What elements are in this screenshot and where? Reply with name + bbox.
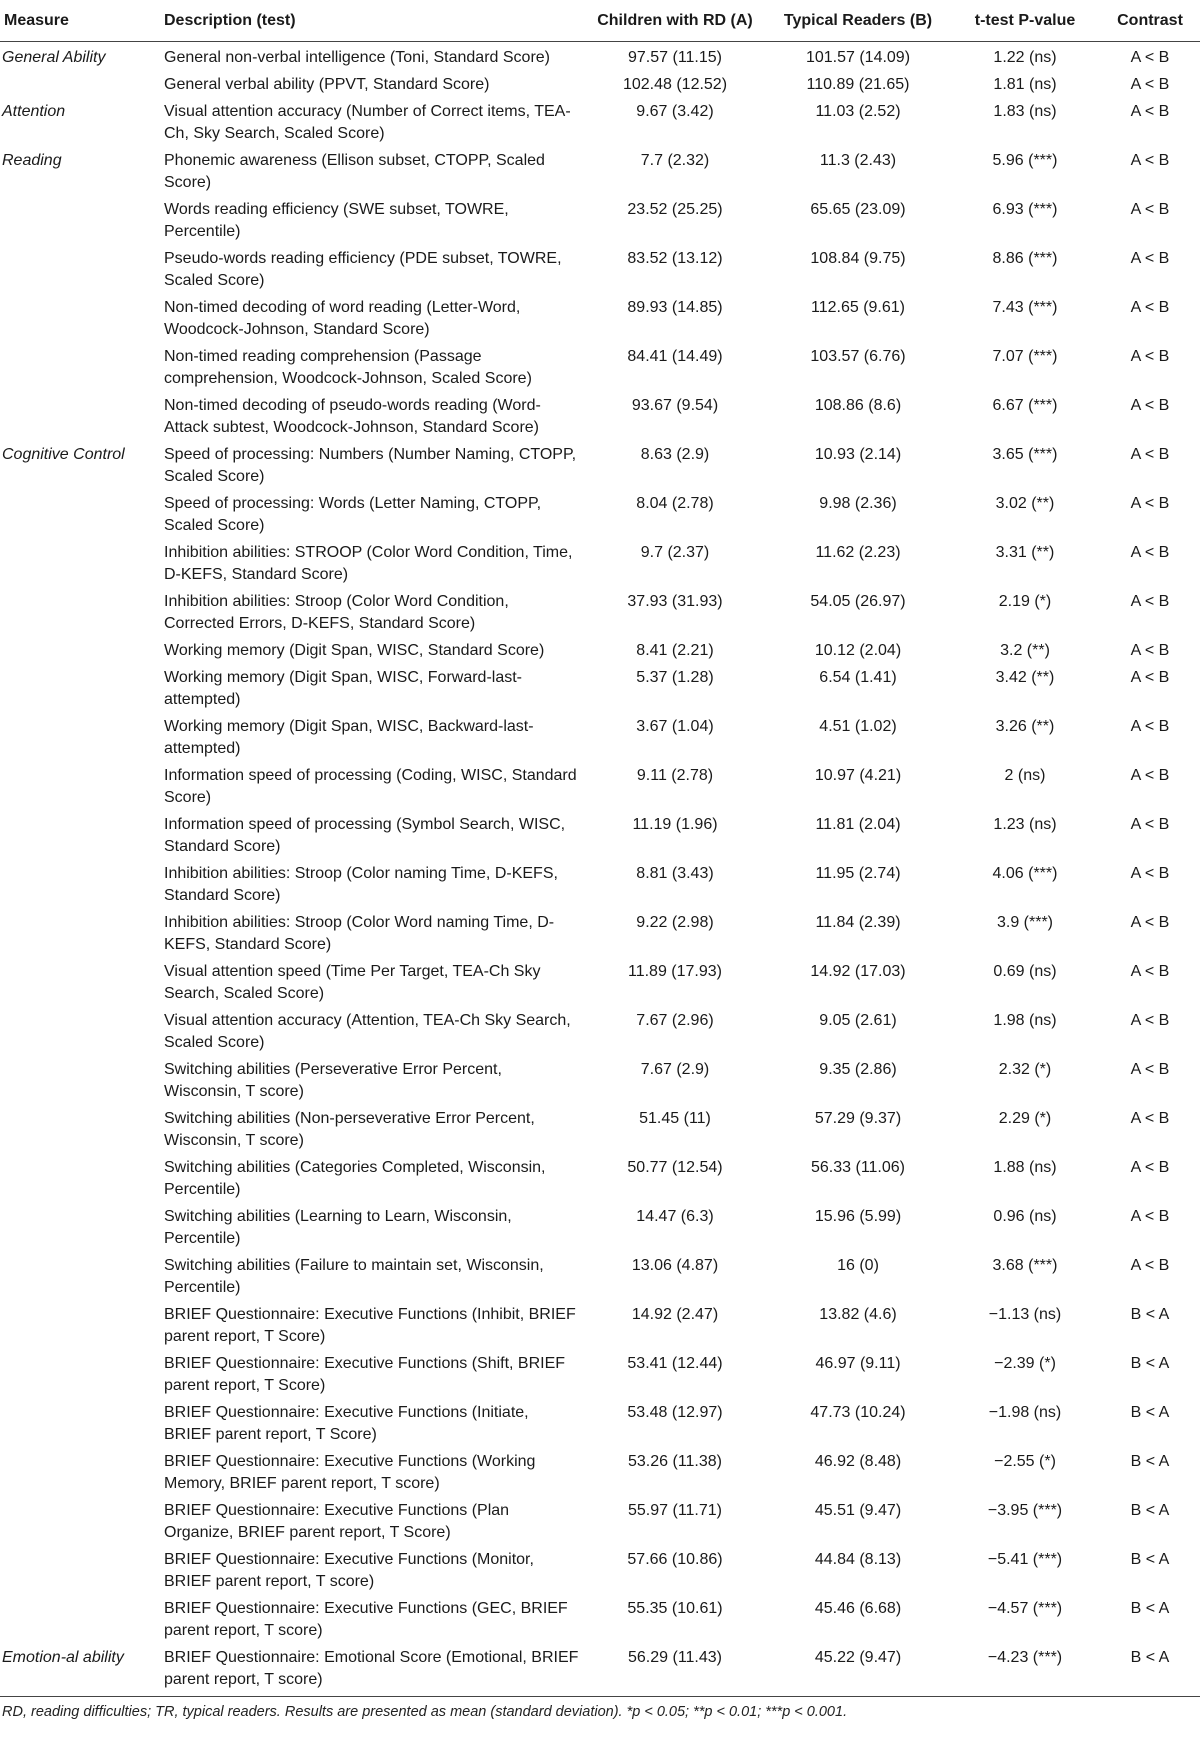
group-b-value-cell: 54.05 (26.97) — [810, 593, 906, 610]
measure-cell — [0, 539, 160, 588]
group-a-value-cell: 57.66 (10.86) — [627, 1551, 723, 1568]
table-body — [0, 42, 1200, 1694]
measure-cell — [0, 294, 160, 343]
group-a-value-cell: 8.04 (2.78) — [636, 495, 714, 512]
description-cell: BRIEF Questionnaire: Executive Functions (Inhibit, BRIEF parent report, T Score) — [164, 1306, 576, 1345]
ttest-value-cell: −5.41 (***) — [987, 1551, 1063, 1568]
ttest-value-cell: 6.67 (***) — [992, 397, 1058, 414]
contrast-cell: A < B — [1130, 152, 1170, 169]
contrast-cell: A < B — [1130, 495, 1170, 512]
contrast-cell: A < B — [1130, 963, 1170, 980]
contrast-cell: A < B — [1130, 201, 1170, 218]
measure-cell — [0, 245, 160, 294]
contrast-cell: B < A — [1130, 1502, 1170, 1519]
description-cell: Switching abilities (Non-perseverative Error Percent, Wisconsin, T score) — [164, 1110, 535, 1149]
measure-cell — [0, 196, 160, 245]
group-b-value-cell: 6.54 (1.41) — [819, 669, 897, 686]
contrast-cell: A < B — [1130, 669, 1170, 686]
group-b-value-cell: 45.22 (9.47) — [814, 1649, 902, 1666]
measure-cell — [0, 1301, 160, 1350]
group-a-value-cell: 9.7 (2.37) — [640, 544, 710, 561]
measure-cell — [0, 490, 160, 539]
group-a-value-cell: 7.67 (2.9) — [640, 1061, 710, 1078]
group-b-value-cell: 15.96 (5.99) — [814, 1208, 902, 1225]
contrast-cell: A < B — [1130, 816, 1170, 833]
group-a-value-cell: 93.67 (9.54) — [631, 397, 719, 414]
header-ttest: t-test P-value — [950, 0, 1100, 42]
table-row — [0, 1154, 1200, 1203]
measure-cell — [0, 664, 160, 713]
group-b-value-cell: 112.65 (9.61) — [811, 299, 905, 316]
group-b-value-cell: 11.81 (2.04) — [815, 816, 901, 833]
group-a-value-cell: 8.63 (2.9) — [640, 446, 710, 463]
table-row — [0, 1056, 1200, 1105]
measure-cell — [0, 588, 160, 637]
ttest-value-cell: 3.9 (***) — [996, 914, 1054, 931]
group-b-value-cell: 11.84 (2.39) — [815, 914, 901, 931]
contrast-cell: A < B — [1130, 642, 1170, 659]
measure-cell: Attention — [2, 103, 66, 120]
ttest-value-cell: 0.96 (ns) — [993, 1208, 1057, 1225]
description-cell: Words reading efficiency (SWE subset, TOWRE, Percentile) — [164, 201, 509, 240]
ttest-value-cell: −1.13 (ns) — [988, 1306, 1062, 1323]
group-a-value-cell: 55.97 (11.71) — [628, 1502, 722, 1519]
contrast-cell: A < B — [1130, 446, 1170, 463]
measure-cell — [0, 958, 160, 1007]
ttest-value-cell: 0.69 (ns) — [993, 963, 1057, 980]
group-a-value-cell: 83.52 (13.12) — [627, 250, 723, 267]
group-b-value-cell: 11.95 (2.74) — [815, 865, 901, 882]
group-a-value-cell: 14.92 (2.47) — [631, 1306, 719, 1323]
ttest-value-cell: 2 (ns) — [1004, 767, 1046, 784]
header-measure: Measure — [0, 0, 160, 42]
description-cell: Visual attention speed (Time Per Target, TEA-Ch Sky Search, Scaled Score) — [164, 963, 541, 1002]
group-b-value-cell: 46.97 (9.11) — [815, 1355, 901, 1372]
description-cell: Inhibition abilities: Stroop (Color Word naming Time, D-KEFS, Standard Score) — [164, 914, 555, 953]
table-row — [0, 664, 1200, 713]
table-row — [0, 860, 1200, 909]
ttest-value-cell: 3.02 (**) — [995, 495, 1055, 512]
group-b-value-cell: 47.73 (10.24) — [810, 1404, 906, 1421]
ttest-value-cell: 4.06 (***) — [992, 865, 1058, 882]
description-cell: Inhibition abilities: STROOP (Color Word Condition, Time, D-KEFS, Standard Score) — [164, 544, 573, 583]
group-b-value-cell: 57.29 (9.37) — [814, 1110, 902, 1127]
contrast-cell: A < B — [1130, 865, 1170, 882]
table-row — [0, 811, 1200, 860]
ttest-value-cell: 1.83 (ns) — [993, 103, 1057, 120]
ttest-value-cell: 7.43 (***) — [992, 299, 1058, 316]
group-b-value-cell: 110.89 (21.65) — [806, 76, 910, 93]
table-row — [0, 490, 1200, 539]
table-row — [0, 196, 1200, 245]
ttest-value-cell: 1.88 (ns) — [993, 1159, 1057, 1176]
ttest-value-cell: 3.2 (**) — [1000, 642, 1050, 659]
group-a-value-cell: 55.35 (10.61) — [627, 1600, 723, 1617]
group-b-value-cell: 11.62 (2.23) — [815, 544, 901, 561]
ttest-value-cell: 3.42 (**) — [995, 669, 1055, 686]
ttest-value-cell: 2.19 (*) — [998, 593, 1052, 610]
contrast-cell: A < B — [1130, 299, 1170, 316]
contrast-cell: B < A — [1130, 1600, 1170, 1617]
ttest-value-cell: 3.68 (***) — [992, 1257, 1058, 1274]
group-a-value-cell: 9.11 (2.78) — [636, 767, 714, 784]
table-row — [0, 441, 1200, 490]
group-b-value-cell: 108.86 (8.6) — [814, 397, 902, 414]
table-row — [0, 71, 1200, 98]
description-cell: Inhibition abilities: Stroop (Color naming Time, D-KEFS, Standard Score) — [164, 865, 558, 904]
ttest-value-cell: −3.95 (***) — [987, 1502, 1063, 1519]
table-row — [0, 1497, 1200, 1546]
description-cell: General verbal ability (PPVT, Standard Score) — [164, 76, 490, 93]
group-a-value-cell: 53.48 (12.97) — [627, 1404, 723, 1421]
ttest-value-cell: 2.29 (*) — [998, 1110, 1052, 1127]
group-b-value-cell: 10.12 (2.04) — [814, 642, 902, 659]
group-a-value-cell: 11.89 (17.93) — [628, 963, 722, 980]
contrast-cell: B < A — [1130, 1355, 1170, 1372]
group-b-value-cell: 46.92 (8.48) — [814, 1453, 902, 1470]
table-row — [0, 1644, 1200, 1693]
group-a-value-cell: 53.26 (11.38) — [628, 1453, 722, 1470]
group-a-value-cell: 50.77 (12.54) — [627, 1159, 723, 1176]
contrast-cell: B < A — [1130, 1306, 1170, 1323]
table-row — [0, 1301, 1200, 1350]
group-b-value-cell: 65.65 (23.09) — [810, 201, 906, 218]
group-a-value-cell: 102.48 (12.52) — [622, 76, 728, 93]
header-description: Description (test) — [160, 0, 584, 42]
table-row — [0, 294, 1200, 343]
group-a-value-cell: 7.67 (2.96) — [636, 1012, 714, 1029]
measure-cell — [0, 713, 160, 762]
contrast-cell: A < B — [1130, 397, 1170, 414]
description-cell: Working memory (Digit Span, WISC, Backward-last-attempted) — [164, 718, 534, 757]
ttest-value-cell: −2.55 (*) — [994, 1453, 1056, 1470]
description-cell: Speed of processing: Numbers (Number Naming, CTOPP, Scaled Score) — [164, 446, 577, 485]
ttest-value-cell: 3.65 (***) — [992, 446, 1058, 463]
description-cell: Non-timed reading comprehension (Passage comprehension, Woodcock-Johnson, Scaled Score) — [164, 348, 532, 387]
table-row — [0, 1399, 1200, 1448]
ttest-value-cell: 1.81 (ns) — [993, 76, 1057, 93]
description-cell: Non-timed decoding of word reading (Letter-Word, Woodcock-Johnson, Standard Score) — [164, 299, 521, 338]
contrast-cell: A < B — [1130, 1208, 1170, 1225]
description-cell: Switching abilities (Perseverative Error Percent, Wisconsin, T score) — [164, 1061, 502, 1100]
group-b-value-cell: 56.33 (11.06) — [811, 1159, 905, 1176]
header-group-a: Children with RD (A) — [584, 0, 766, 42]
measure-cell — [0, 860, 160, 909]
description-cell: BRIEF Questionnaire: Emotional Score (Emotional, BRIEF parent report, T score) — [164, 1649, 579, 1688]
header-contrast: Contrast — [1100, 0, 1200, 42]
group-a-value-cell: 53.41 (12.44) — [627, 1355, 723, 1372]
table-row — [0, 1448, 1200, 1497]
description-cell: General non-verbal intelligence (Toni, Standard Score) — [160, 42, 584, 72]
contrast-cell: A < B — [1130, 767, 1170, 784]
group-a-value-cell: 3.67 (1.04) — [636, 718, 714, 735]
table-row — [0, 1546, 1200, 1595]
table-row — [0, 909, 1200, 958]
group-b-value-cell: 4.51 (1.02) — [819, 718, 897, 735]
measure-cell — [0, 1252, 160, 1301]
ttest-value-cell: 5.96 (***) — [992, 152, 1058, 169]
measure-cell — [0, 1350, 160, 1399]
measure-cell — [0, 392, 160, 441]
ttest-value-cell: 7.07 (***) — [992, 348, 1058, 365]
measure-cell — [0, 909, 160, 958]
description-cell: Visual attention accuracy (Attention, TEA-Ch Sky Search, Scaled Score) — [164, 1012, 571, 1051]
group-b-value-cell: 101.57 (14.09) — [766, 42, 950, 72]
measure-cell: Emotion-al ability — [2, 1649, 124, 1666]
table-row — [0, 98, 1200, 147]
ttest-value-cell: 6.93 (***) — [992, 201, 1058, 218]
contrast-cell: B < A — [1130, 1404, 1170, 1421]
measure-cell — [0, 1105, 160, 1154]
contrast-cell: A < B — [1130, 348, 1170, 365]
contrast-cell: B < A — [1130, 1649, 1170, 1666]
group-a-value-cell: 56.29 (11.43) — [628, 1649, 722, 1666]
table-row — [0, 539, 1200, 588]
group-b-value-cell: 9.98 (2.36) — [819, 495, 897, 512]
group-b-value-cell: 13.82 (4.6) — [819, 1306, 897, 1323]
measure-cell — [0, 343, 160, 392]
measure-cell: General Ability — [0, 42, 160, 72]
table-row — [0, 392, 1200, 441]
group-b-value-cell: 9.05 (2.61) — [819, 1012, 897, 1029]
measure-cell — [0, 637, 160, 664]
contrast-cell: A < B — [1130, 718, 1170, 735]
measure-cell — [0, 1056, 160, 1105]
group-a-value-cell: 8.41 (2.21) — [636, 642, 714, 659]
description-cell: Information speed of processing (Symbol Search, WISC, Standard Score) — [164, 816, 566, 855]
group-a-value-cell: 11.19 (1.96) — [632, 816, 718, 833]
ttest-value-cell: 2.32 (*) — [998, 1061, 1052, 1078]
ttest-value-cell: 1.98 (ns) — [993, 1012, 1057, 1029]
contrast-cell: A < B — [1130, 1061, 1170, 1078]
ttest-value-cell: 3.31 (**) — [995, 544, 1055, 561]
ttest-value-cell: 8.86 (***) — [992, 250, 1058, 267]
group-a-value-cell: 23.52 (25.25) — [627, 201, 723, 218]
description-cell: Information speed of processing (Coding, WISC, Standard Score) — [164, 767, 577, 806]
table-row — [0, 762, 1200, 811]
description-cell: Switching abilities (Failure to maintain set, Wisconsin, Percentile) — [164, 1257, 544, 1296]
measure-cell — [0, 1203, 160, 1252]
description-cell: BRIEF Questionnaire: Executive Functions (Initiate, BRIEF parent report, T Score) — [164, 1404, 529, 1443]
table-row — [0, 1252, 1200, 1301]
group-b-value-cell: 16 (0) — [837, 1257, 879, 1274]
group-b-value-cell: 14.92 (17.03) — [810, 963, 906, 980]
ttest-value-cell: −1.98 (ns) — [988, 1404, 1062, 1421]
contrast-cell: B < A — [1130, 1551, 1170, 1568]
group-b-value-cell: 10.97 (4.21) — [814, 767, 902, 784]
group-b-value-cell: 45.51 (9.47) — [814, 1502, 902, 1519]
measure-cell — [0, 1154, 160, 1203]
ttest-value-cell: −2.39 (*) — [994, 1355, 1056, 1372]
contrast-cell: A < B — [1100, 42, 1200, 72]
description-cell: Phonemic awareness (Ellison subset, CTOPP, Scaled Score) — [164, 152, 545, 191]
measure-cell — [0, 762, 160, 811]
group-a-value-cell: 5.37 (1.28) — [636, 669, 714, 686]
ttest-value-cell: −4.23 (***) — [987, 1649, 1063, 1666]
group-a-value-cell: 37.93 (31.93) — [627, 593, 723, 610]
contrast-cell: A < B — [1130, 1110, 1170, 1127]
table-row — [0, 42, 1200, 72]
group-a-value-cell: 84.41 (14.49) — [627, 348, 723, 365]
table-row — [0, 1007, 1200, 1056]
contrast-cell: A < B — [1130, 1159, 1170, 1176]
contrast-cell: A < B — [1130, 250, 1170, 267]
table-row — [0, 1595, 1200, 1644]
group-b-value-cell: 45.46 (6.68) — [814, 1600, 902, 1617]
description-cell: Switching abilities (Learning to Learn, Wisconsin, Percentile) — [164, 1208, 512, 1247]
measure-cell: Reading — [2, 152, 62, 169]
description-cell: BRIEF Questionnaire: Executive Functions (GEC, BRIEF parent report, T score) — [164, 1600, 568, 1639]
table-row — [0, 637, 1200, 664]
description-cell: BRIEF Questionnaire: Executive Functions (Monitor, BRIEF parent report, T score) — [164, 1551, 534, 1590]
group-a-value-cell: 51.45 (11) — [639, 1110, 711, 1127]
measure-cell — [0, 1595, 160, 1644]
group-b-value-cell: 10.93 (2.14) — [814, 446, 902, 463]
measure-cell — [0, 811, 160, 860]
group-a-value-cell: 13.06 (4.87) — [631, 1257, 719, 1274]
measure-cell — [0, 1448, 160, 1497]
table-row — [0, 713, 1200, 762]
description-cell: Non-timed decoding of pseudo-words reading (Word-Attack subtest, Woodcock-Johnson, Standard Score) — [164, 397, 541, 436]
table-row — [0, 343, 1200, 392]
group-b-value-cell: 9.35 (2.86) — [819, 1061, 897, 1078]
description-cell: Speed of processing: Words (Letter Naming, CTOPP, Scaled Score) — [164, 495, 542, 534]
description-cell: Visual attention accuracy (Number of Correct items, TEA-Ch, Sky Search, Scaled Score) — [164, 103, 571, 142]
measure-cell — [0, 1497, 160, 1546]
contrast-cell: A < B — [1130, 914, 1170, 931]
ttest-value-cell: 1.22 (ns) — [950, 42, 1100, 72]
group-a-value-cell: 97.57 (11.15) — [584, 42, 766, 72]
group-a-value-cell: 8.81 (3.43) — [636, 865, 714, 882]
contrast-cell: A < B — [1130, 1257, 1170, 1274]
contrast-cell: A < B — [1130, 593, 1170, 610]
group-b-value-cell: 11.03 (2.52) — [815, 103, 901, 120]
table-row — [0, 588, 1200, 637]
header-group-b: Typical Readers (B) — [766, 0, 950, 42]
ttest-value-cell: 3.26 (**) — [995, 718, 1055, 735]
group-a-value-cell: 14.47 (6.3) — [636, 1208, 714, 1225]
group-a-value-cell: 9.22 (2.98) — [636, 914, 714, 931]
header-row — [0, 0, 1200, 42]
contrast-cell: A < B — [1130, 103, 1170, 120]
description-cell: Working memory (Digit Span, WISC, Forward-last-attempted) — [164, 669, 522, 708]
group-a-value-cell: 89.93 (14.85) — [627, 299, 723, 316]
table-row — [0, 1350, 1200, 1399]
group-b-value-cell: 11.3 (2.43) — [819, 152, 897, 169]
description-cell: BRIEF Questionnaire: Executive Functions (Plan Organize, BRIEF parent report, T Score) — [164, 1502, 510, 1541]
measure-cell — [0, 71, 160, 98]
description-cell: BRIEF Questionnaire: Executive Functions (Shift, BRIEF parent report, T Score) — [164, 1355, 566, 1394]
measure-cell — [0, 1546, 160, 1595]
group-b-value-cell: 44.84 (8.13) — [814, 1551, 902, 1568]
table-row — [0, 245, 1200, 294]
table-footnote: RD, reading difficulties; TR, typical readers. Results are presented as mean (standard deviation). *p < 0.05; **p < 0.01; ***p < 0.001. — [2, 1704, 848, 1720]
contrast-cell: B < A — [1130, 1453, 1170, 1470]
contrast-cell: A < B — [1130, 1012, 1170, 1029]
table-row — [0, 958, 1200, 1007]
group-b-value-cell: 103.57 (6.76) — [810, 348, 906, 365]
group-a-value-cell: 9.67 (3.42) — [636, 103, 714, 120]
table-row — [0, 147, 1200, 196]
measure-cell — [0, 1007, 160, 1056]
description-cell: Working memory (Digit Span, WISC, Standard Score) — [164, 642, 545, 659]
description-cell: BRIEF Questionnaire: Executive Functions (Working Memory, BRIEF parent report, T score) — [164, 1453, 536, 1492]
group-b-value-cell: 108.84 (9.75) — [810, 250, 906, 267]
ttest-value-cell: −4.57 (***) — [987, 1600, 1063, 1617]
measure-cell — [0, 1399, 160, 1448]
table-row — [0, 1203, 1200, 1252]
ttest-value-cell: 1.23 (ns) — [993, 816, 1057, 833]
description-cell: Switching abilities (Categories Completed, Wisconsin, Percentile) — [164, 1159, 546, 1198]
group-a-value-cell: 7.7 (2.32) — [640, 152, 710, 169]
table-row — [0, 1105, 1200, 1154]
description-cell: Pseudo-words reading efficiency (PDE subset, TOWRE, Scaled Score) — [164, 250, 562, 289]
measure-cell: Cognitive Control — [2, 446, 125, 463]
contrast-cell: A < B — [1130, 544, 1170, 561]
description-cell: Inhibition abilities: Stroop (Color Word Condition, Corrected Errors, D-KEFS, Standard Score) — [164, 593, 509, 632]
contrast-cell: A < B — [1130, 76, 1170, 93]
